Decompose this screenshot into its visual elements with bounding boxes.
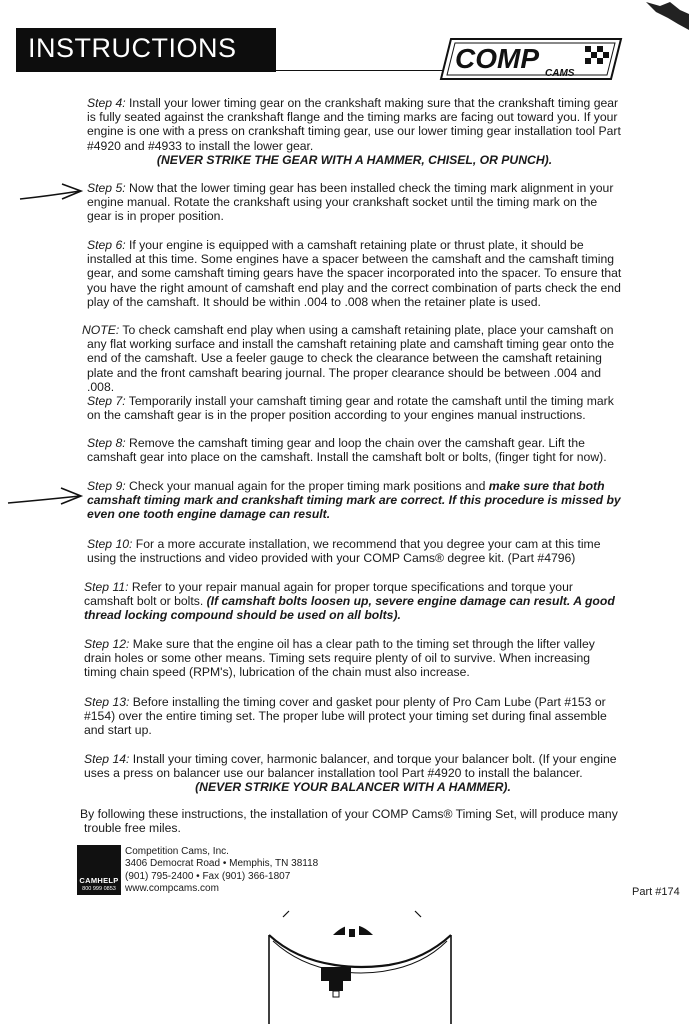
company-phone: (901) 795-2400 • Fax (901) 366-1807 bbox=[125, 870, 291, 882]
timing-cover-diagram-icon bbox=[255, 905, 465, 1024]
company-web[interactable]: www.compcams.com bbox=[125, 883, 219, 895]
step-label: Step 11: bbox=[84, 580, 129, 594]
closing-text bbox=[80, 807, 622, 835]
step-label: Step 9: bbox=[87, 479, 126, 493]
part-number: Part #174 bbox=[632, 886, 680, 898]
step-label: Step 10: bbox=[87, 537, 133, 551]
step-label: Step 8: bbox=[87, 436, 126, 450]
company-address: 3406 Democrat Road • Memphis, TN 38118 bbox=[125, 858, 319, 870]
step-13 bbox=[84, 695, 622, 738]
scan-corner-mark bbox=[640, 0, 689, 34]
step-12 bbox=[84, 637, 622, 680]
step-11 bbox=[84, 580, 622, 623]
page-title: INSTRUCTIONS bbox=[28, 33, 237, 63]
step-text: Now that the lower timing gear has been installed check the timing mark alignment in your engine manual. Rotate the crankshaft using your crankshaft socket until the timing mark on the gear is in proper position. bbox=[87, 181, 614, 224]
step-8 bbox=[87, 436, 622, 464]
step-text: If your engine is equipped with a camshaft retaining plate or thrust plate, it should be installed at this time. Some engines have a spacer between the camshaft and the camshaft timing gear, and some camshaft timing gears have the spacer incorporated into the spacer. To ensure that you have the right amount of camshaft end play and the correct combination of parts check the end play of the camshaft. It should be within .004 to .008 when the retainer plate is used. bbox=[87, 238, 622, 309]
step-label: Step 13: bbox=[84, 695, 130, 709]
company-info bbox=[125, 846, 318, 896]
step-label: Step 12: bbox=[84, 637, 130, 651]
camhelp-label: CAMHELP bbox=[79, 876, 119, 885]
note-text: To check camshaft end play when using a camshaft retaining plate, place your camshaft on any flat working surface and install the camshaft retaining plate and camshaft timing gear onto the end of the camshaft. Use a feeler gauge to check the clearance between the camshaft retaining plate and the front camshaft bearing journal. The proper clearance should be between .004 and .008. bbox=[87, 323, 615, 394]
note-label: NOTE: bbox=[82, 323, 120, 337]
step-label: Step 6: bbox=[87, 238, 126, 252]
step-label: Step 5: bbox=[87, 181, 126, 195]
comp-cams-logo-icon bbox=[437, 35, 625, 83]
step-warning: (NEVER STRIKE YOUR BALANCER WITH A HAMMER). bbox=[195, 780, 511, 795]
step-5 bbox=[87, 181, 622, 224]
brand-main: COMP bbox=[455, 43, 539, 74]
step-label: Step 7: bbox=[87, 394, 126, 408]
checkered-flag-icon bbox=[585, 46, 609, 64]
step-emphasis: (If camshaft bolts loosen up, severe engine damage can result. A good thread locking compound should be used on all bolts). bbox=[84, 594, 615, 623]
step-label: Step 4: bbox=[87, 96, 126, 110]
step-7 bbox=[87, 394, 622, 422]
step-text: Before installing the timing cover and gasket pour plenty of Pro Cam Lube (Part #153 or #154) over the entire timing set. The proper lube will protect your timing set during final assemble and start up. bbox=[84, 695, 607, 738]
step-text: Install your timing cover, harmonic balancer, and torque your balancer bolt. (If your engine uses a press on balancer use our balancer installation tool Part #4920 to install the balancer. bbox=[84, 752, 617, 781]
brand-sub: CAMS bbox=[545, 68, 575, 79]
step-text: Check your manual again for the proper timing mark positions and bbox=[129, 479, 486, 493]
header-rule bbox=[276, 70, 444, 71]
step-emphasis: make sure that both camshaft timing mark and crankshaft timing mark are correct. If this procedure is missed by even one tooth engine damage can result. bbox=[87, 479, 621, 522]
step-6 bbox=[87, 238, 622, 309]
step-text: For a more accurate installation, we recommend that you degree your cam at this time using the instructions and video provided with your COMP Cams® degree kit. (Part #4796) bbox=[87, 537, 601, 566]
camhelp-phone: 800 999 0853 bbox=[82, 886, 116, 892]
hand-drawn-arrow-icon bbox=[18, 180, 84, 204]
step-text: Make sure that the engine oil has a clear path to the timing set through the lifter valley drain holes or some other means. Timing sets require plenty of oil to survive. When increasing timing chain speed (RPM's), lubrication of the chain must also increase. bbox=[84, 637, 595, 680]
step-warning: (NEVER STRIKE THE GEAR WITH A HAMMER, CHISEL, OR PUNCH). bbox=[156, 152, 553, 167]
hand-drawn-arrow-icon bbox=[6, 484, 84, 510]
step-label: Step 14: bbox=[84, 752, 130, 766]
step-10 bbox=[87, 537, 622, 565]
company-name: Competition Cams, Inc. bbox=[125, 846, 229, 857]
step-4 bbox=[87, 96, 622, 167]
closing-text-body: By following these instructions, the installation of your COMP Cams® Timing Set, will produce many trouble free miles. bbox=[80, 807, 618, 836]
step-text: Refer to your repair manual again for proper torque specifications and torque your camshaft bolt or bolts. bbox=[84, 580, 573, 609]
note bbox=[82, 323, 622, 394]
step-text: Remove the camshaft timing gear and loop the chain over the camshaft gear. Lift the camshaft gear into place on the camshaft. Install the camshaft bolt or bolts, (finger tight for now). bbox=[87, 436, 607, 465]
step-text: Install your lower timing gear on the crankshaft making sure that the crankshaft timing gear is fully seated against the crankshaft flange and the timing marks are facing out toward you. If your engine is one with a press on crankshaft timing gear, use our lower timing gear installation tool Part #4920 and #4933 to install the lower gear. bbox=[87, 96, 621, 153]
step-14 bbox=[84, 752, 622, 795]
step-9 bbox=[87, 479, 622, 522]
step-text: Temporarily install your camshaft timing gear and rotate the camshaft until the timing mark on the camshaft gear is in the proper position according to your engines manual instructions. bbox=[87, 394, 614, 423]
